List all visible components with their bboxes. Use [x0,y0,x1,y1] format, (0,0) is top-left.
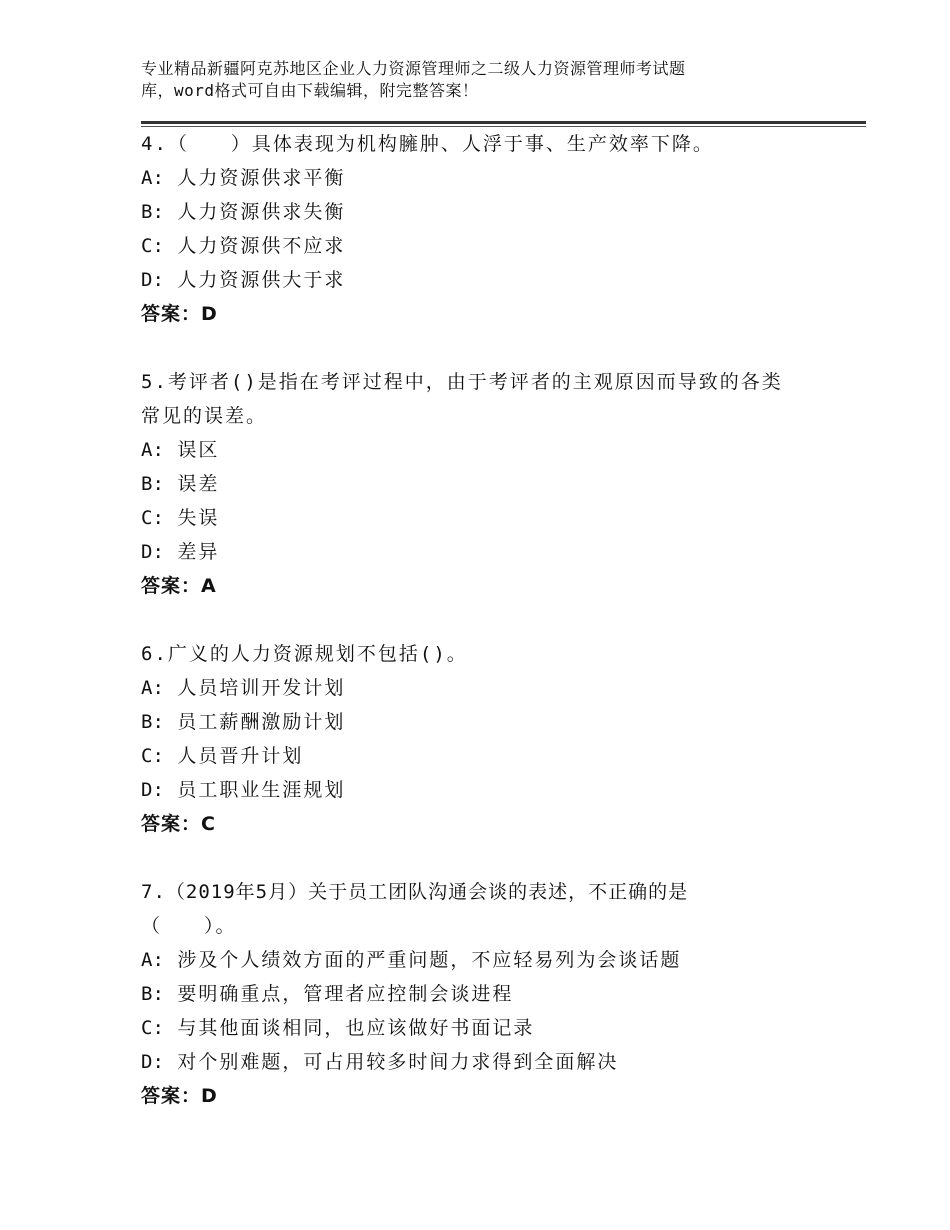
option-text: 失误 [177,507,220,529]
option-text: 要明确重点，管理者应控制会谈进程 [177,983,514,1005]
answer-label: 答案：D [141,303,218,325]
option-b [141,195,841,229]
option-letter: C: [141,745,164,767]
option-c [141,739,841,773]
option-letter: A: [141,167,164,189]
option-c [141,1011,841,1045]
question-list [141,127,841,1147]
question-stem-continued: 常见的误差。 [141,405,268,427]
question-5 [141,365,841,603]
option-letter: B: [141,201,164,223]
document-header [141,58,821,102]
question-stem: 7.（2019年5月）关于员工团队沟通会谈的表述，不正确的是 [141,881,689,903]
option-letter: A: [141,949,164,971]
option-letter: D: [141,269,164,291]
answer-label: 答案：C [141,813,216,835]
option-text: 涉及个人绩效方面的严重问题，不应轻易列为会谈话题 [177,949,682,971]
option-text: 误区 [177,439,220,461]
question-stem: 5.考评者()是指在考评过程中，由于考评者的主观原因而导致的各类 [141,371,783,393]
question-stem: 6.广义的人力资源规划不包括()。 [141,643,468,665]
question-4 [141,127,841,331]
option-d [141,535,841,569]
option-letter: D: [141,779,164,801]
option-letter: B: [141,711,164,733]
question-6 [141,637,841,841]
answer-label: 答案：D [141,1085,218,1107]
option-text: 差异 [177,541,220,563]
option-text: 员工职业生涯规划 [177,779,346,801]
option-text: 对个别难题，可占用较多时间力求得到全面解决 [177,1051,619,1073]
option-letter: C: [141,1017,164,1039]
option-letter: A: [141,439,164,461]
option-text: 人力资源供大于求 [177,269,346,291]
question-7 [141,875,841,1113]
option-text: 人员培训开发计划 [177,677,346,699]
option-text: 人力资源供不应求 [177,235,346,257]
option-c [141,229,841,263]
option-letter: C: [141,235,164,257]
option-d [141,1045,841,1079]
answer-label: 答案：A [141,575,217,597]
option-d [141,263,841,297]
option-text: 与其他面谈相同，也应该做好书面记录 [177,1017,535,1039]
option-d [141,773,841,807]
option-b [141,977,841,1011]
option-a [141,433,841,467]
option-text: 员工薪酬激励计划 [177,711,346,733]
option-a [141,161,841,195]
option-letter: D: [141,541,164,563]
option-b [141,467,841,501]
option-letter: C: [141,507,164,529]
header-line-1: 专业精品新疆阿克苏地区企业人力资源管理师之二级人力资源管理师考试题 [141,59,686,78]
option-text: 误差 [177,473,220,495]
header-rule-thick [141,121,866,124]
header-line-2: 库，word格式可自由下载编辑，附完整答案！ [141,81,479,100]
option-b [141,705,841,739]
question-stem-continued: （ ）。 [141,915,237,937]
option-a [141,943,841,977]
option-text: 人力资源供求平衡 [177,167,346,189]
question-stem: 4.（ ）具体表现为机构臃肿、人浮于事、生产效率下降。 [141,133,714,155]
option-letter: B: [141,983,164,1005]
option-letter: B: [141,473,164,495]
option-letter: A: [141,677,164,699]
option-text: 人员晋升计划 [177,745,304,767]
option-letter: D: [141,1051,164,1073]
option-a [141,671,841,705]
option-text: 人力资源供求失衡 [177,201,346,223]
option-c [141,501,841,535]
